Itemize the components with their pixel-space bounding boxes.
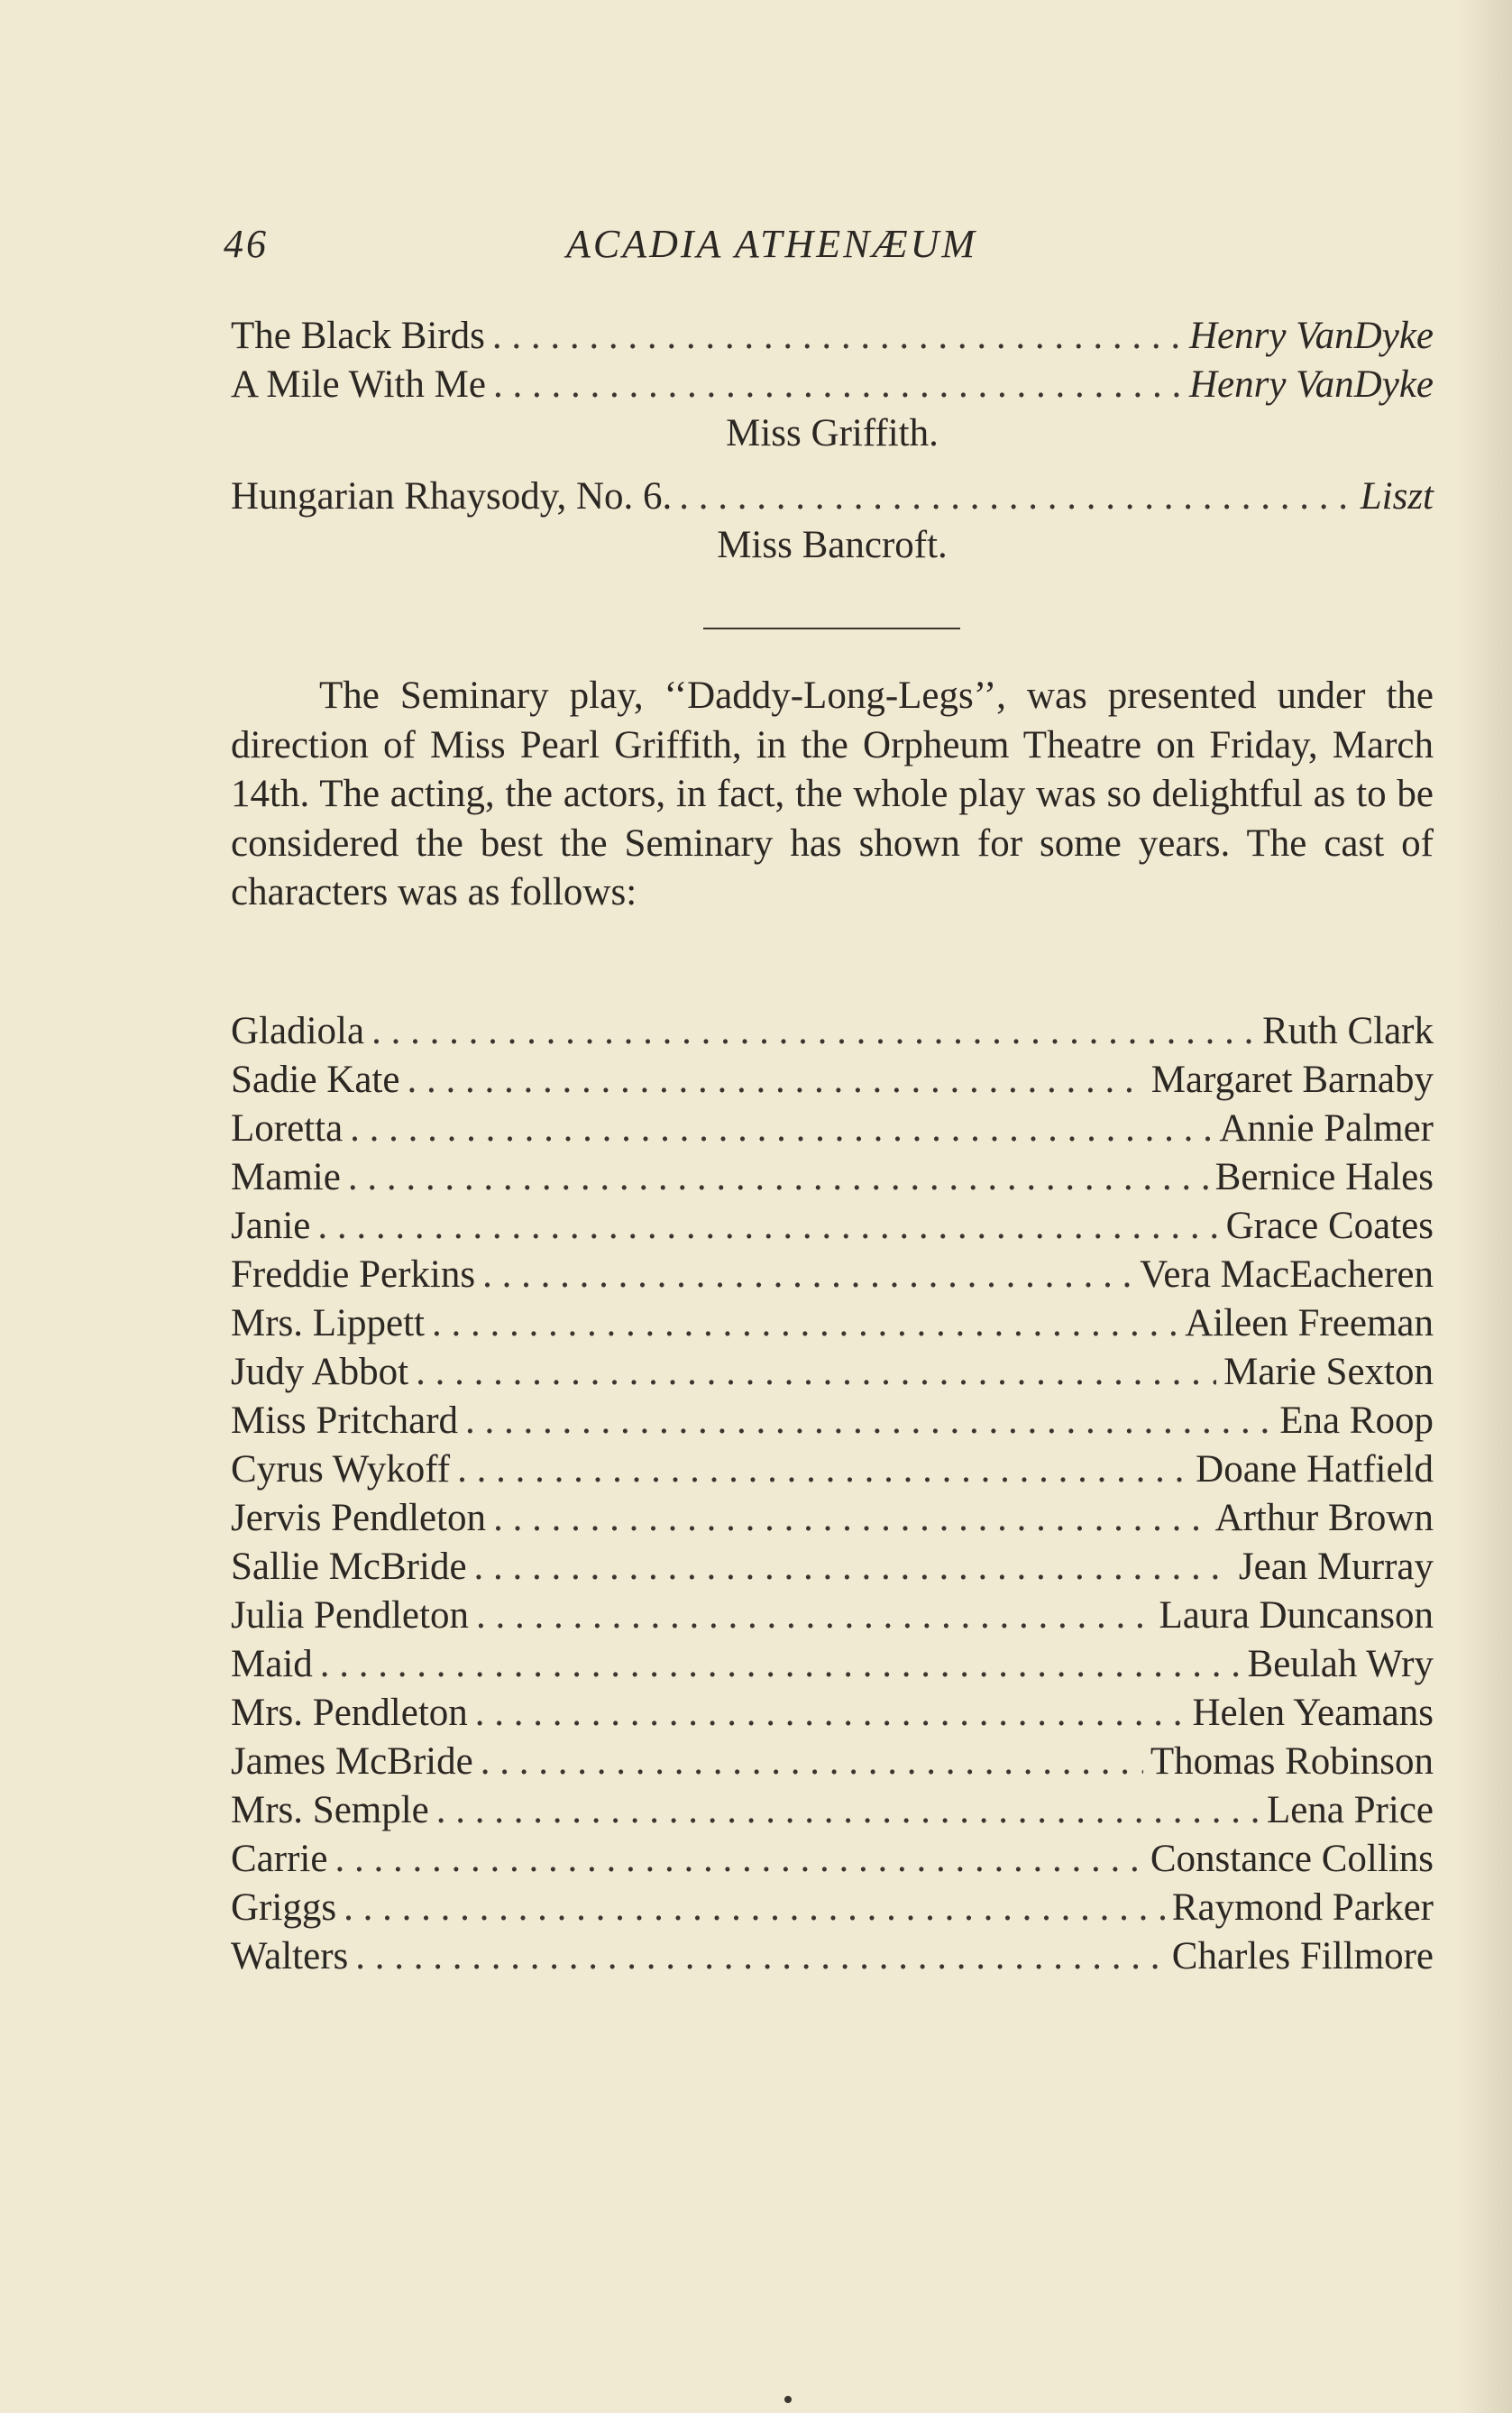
leader-dots xyxy=(476,1592,1152,1640)
actor: Bernice Hales xyxy=(1214,1156,1434,1198)
actor: Thomas Robinson xyxy=(1150,1740,1434,1783)
cast-row xyxy=(231,1640,1434,1689)
role: Mamie xyxy=(231,1156,341,1198)
leader-dots xyxy=(317,1202,1218,1251)
leader-dots xyxy=(416,1348,1216,1397)
leader-dots xyxy=(492,312,1182,361)
role: Carrie xyxy=(231,1838,328,1880)
cast-row xyxy=(231,1932,1434,1981)
program-item xyxy=(231,361,1434,409)
leader-dots xyxy=(344,1884,1165,1932)
actor: Aileen Freeman xyxy=(1185,1302,1434,1344)
program-item xyxy=(231,312,1434,361)
role: Freddie Perkins xyxy=(231,1253,476,1296)
performer-name: Miss Griffith. xyxy=(726,412,939,454)
actor: Jean Murray xyxy=(1238,1546,1434,1588)
role: Janie xyxy=(231,1205,311,1247)
cast-row xyxy=(231,1494,1434,1543)
role: Miss Pritchard xyxy=(231,1399,459,1442)
leader-dots xyxy=(679,473,1352,521)
cast-row xyxy=(231,1056,1434,1105)
cast-row xyxy=(231,1884,1434,1932)
cast-row xyxy=(231,1202,1434,1251)
cast-row xyxy=(231,1348,1434,1397)
actor: Constance Collins xyxy=(1150,1838,1434,1880)
actor: Vera MacEacheren xyxy=(1140,1253,1434,1296)
actor: Ruth Clark xyxy=(1262,1010,1434,1052)
piece-author: Henry VanDyke xyxy=(1188,315,1434,357)
page-edge-shadow xyxy=(1458,0,1512,2413)
leader-dots xyxy=(320,1640,1241,1689)
role: Mrs. Pendleton xyxy=(231,1692,468,1734)
role: Loretta xyxy=(231,1107,344,1150)
cast-row xyxy=(231,1105,1434,1153)
leader-dots xyxy=(475,1689,1186,1738)
cast-row xyxy=(231,1835,1434,1884)
actor: Grace Coates xyxy=(1225,1205,1434,1247)
actor: Helen Yeamans xyxy=(1192,1692,1434,1734)
actor: Arthur Brown xyxy=(1214,1497,1434,1539)
performer-name: Miss Bancroft. xyxy=(717,524,948,566)
leader-dots xyxy=(493,361,1182,409)
leader-dots xyxy=(436,1786,1260,1835)
piece-title: Hungarian Rhaysody, No. 6. xyxy=(231,475,673,518)
actor: Doane Hatfield xyxy=(1196,1448,1434,1491)
leader-dots xyxy=(371,1007,1255,1056)
cast-row xyxy=(231,1397,1434,1445)
role: Maid xyxy=(231,1643,313,1685)
actor: Marie Sexton xyxy=(1223,1351,1434,1393)
piece-composer: Liszt xyxy=(1360,475,1434,518)
role: Mrs. Lippett xyxy=(231,1302,425,1344)
role: Sadie Kate xyxy=(231,1059,400,1101)
piece-author: Henry VanDyke xyxy=(1188,363,1434,406)
leader-dots xyxy=(407,1056,1143,1105)
cast-row xyxy=(231,1786,1434,1835)
cast-row xyxy=(231,1153,1434,1202)
page-number: 46 xyxy=(224,222,269,266)
cast-row xyxy=(231,1445,1434,1494)
actor: Ena Roop xyxy=(1279,1399,1434,1442)
role: Sallie McBride xyxy=(231,1546,467,1588)
role: James McBride xyxy=(231,1740,473,1783)
journal-title: ACADIA ATHENÆUM xyxy=(566,222,978,266)
role: Griggs xyxy=(231,1886,337,1929)
leader-dots xyxy=(481,1738,1143,1786)
leader-dots xyxy=(348,1153,1208,1202)
section-divider xyxy=(703,628,960,629)
program-item xyxy=(231,473,1434,521)
cast-row xyxy=(231,1543,1434,1592)
role: Gladiola xyxy=(231,1010,365,1052)
leader-dots xyxy=(457,1445,1188,1494)
role: Walters xyxy=(231,1935,349,1977)
cast-row xyxy=(231,1299,1434,1348)
actor: Laura Duncanson xyxy=(1159,1594,1434,1637)
role: Judy Abbot xyxy=(231,1351,409,1393)
cast-row xyxy=(231,1592,1434,1640)
cast-row xyxy=(231,1689,1434,1738)
leader-dots xyxy=(355,1932,1165,1981)
leader-dots xyxy=(432,1299,1178,1348)
paragraph-text: The Seminary play, ‘‘Daddy-Long-Legs’’, was presented under the direction of Miss Pearl Griffith, in the Orpheum Theatre on Friday, March 14th. The acting, the actors, in fact, the whole play was so delightful as to be considered the best the Seminary has shown for some years. The cast of characters was as follows: xyxy=(231,674,1434,913)
role: Mrs. Semple xyxy=(231,1789,429,1831)
piece-title: The Black Birds xyxy=(231,315,485,357)
play-description xyxy=(231,672,1434,918)
actor: Margaret Barnaby xyxy=(1150,1059,1434,1101)
leader-dots xyxy=(482,1251,1132,1299)
actor: Raymond Parker xyxy=(1171,1886,1434,1929)
recital-program xyxy=(231,312,1434,570)
leader-dots xyxy=(465,1397,1272,1445)
cast-row xyxy=(231,1251,1434,1299)
cast-row xyxy=(231,1738,1434,1786)
role: Cyrus Wykoff xyxy=(231,1448,451,1491)
cast-row xyxy=(231,1007,1434,1056)
leader-dots xyxy=(474,1543,1232,1592)
leader-dots xyxy=(350,1105,1212,1153)
role: Julia Pendleton xyxy=(231,1594,469,1637)
ink-speck xyxy=(784,2396,792,2403)
actor: Annie Palmer xyxy=(1219,1107,1434,1150)
role: Jervis Pendleton xyxy=(231,1497,487,1539)
cast-list xyxy=(231,1007,1434,1981)
actor: Lena Price xyxy=(1266,1789,1434,1831)
actor: Beulah Wry xyxy=(1247,1643,1434,1685)
page-header xyxy=(224,221,1432,275)
leader-dots xyxy=(334,1835,1142,1884)
piece-title: A Mile With Me xyxy=(231,363,486,406)
actor: Charles Fillmore xyxy=(1171,1935,1434,1977)
leader-dots xyxy=(493,1494,1207,1543)
